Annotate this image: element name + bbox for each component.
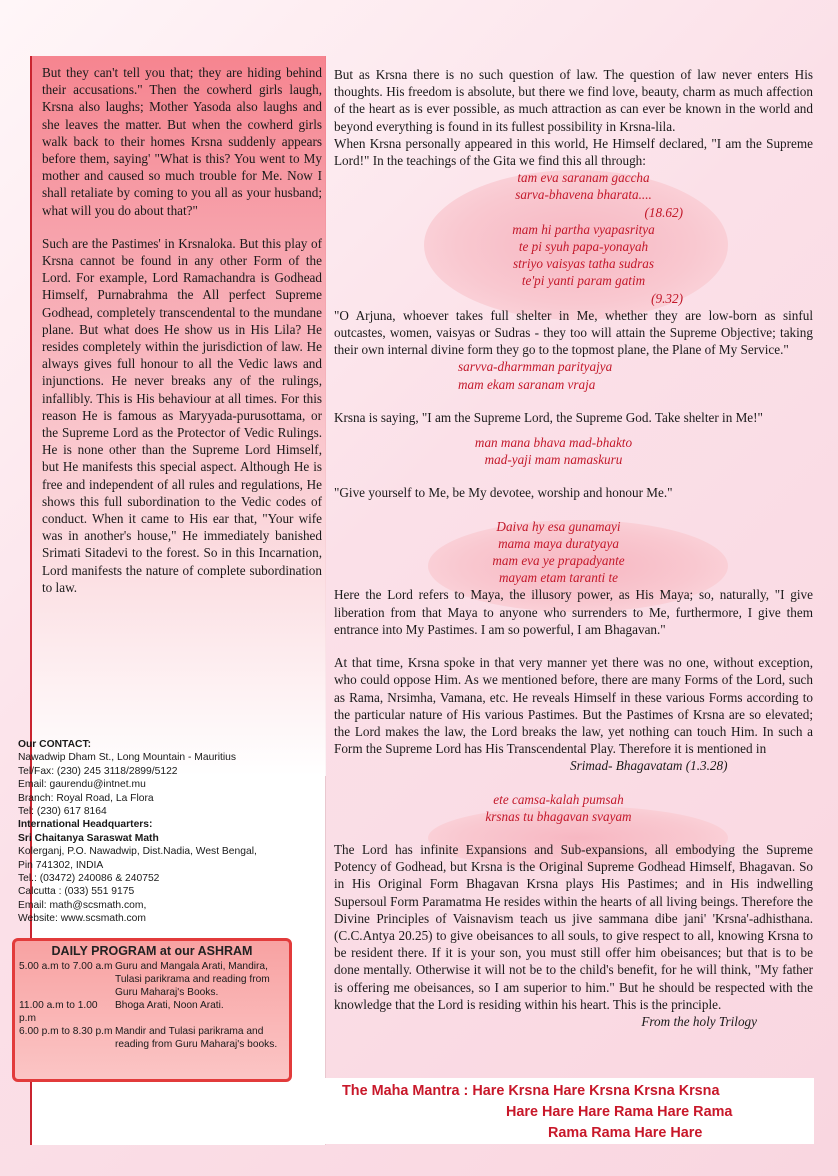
- gita-verse-3: [334, 434, 813, 468]
- verse-line: sarvva-dharmman parityajya: [458, 359, 613, 375]
- contact-line: Nawadwip Dham St., Long Mountain - Mauritius: [18, 752, 237, 764]
- hq-line: Calcutta : (033) 551 9175: [18, 886, 135, 898]
- program-time: 11.00 a.m to 1.00 p.m: [19, 1000, 98, 1024]
- maha-mantra-banner: [324, 1078, 814, 1144]
- gita-verse-4: [334, 518, 813, 587]
- program-row: [19, 960, 285, 999]
- verse-line: mama maya duratyaya: [498, 535, 619, 551]
- verse-line: mayam etam taranti te: [498, 570, 619, 586]
- program-row: [19, 999, 285, 1025]
- program-row: [19, 1025, 285, 1051]
- mantra-line-2: Hare Hare Hare Rama Hare Rama: [506, 1104, 733, 1120]
- contact-line: Email: gaurendu@intnet.mu: [18, 779, 146, 791]
- gita-verse-2: [334, 358, 813, 392]
- gita-verse-1: [334, 169, 813, 307]
- verse-line: Daiva hy esa gunamayi: [496, 518, 621, 534]
- verse-line: te'pi yanti param gatim: [521, 273, 646, 289]
- right-column: [334, 66, 813, 1030]
- left-story: [42, 64, 322, 612]
- contact-line: Branch: Royal Road, La Flora: [18, 792, 154, 804]
- verse-line: mad-yaji mam namaskuru: [484, 452, 623, 468]
- source-note: From the holy Trilogy: [641, 1013, 757, 1029]
- verse-line: ete camsa-kalah pumsah: [493, 791, 624, 807]
- right-paragraph-6: Here the Lord refers to Maya, the illusory power, as His Maya; so, naturally, "I give liberation from that Maya to anyone who surrenders to Me, furthermore, I give them entrance into My Pastimes. I am so powerful, I am Bhagavan.": [334, 587, 813, 637]
- contact-line: Tel/Fax: (230) 245 3118/2899/5122: [18, 765, 178, 777]
- mantra-line-3: Rama Rama Hare Hare: [548, 1125, 703, 1141]
- verse-line: te pi syuh papa-yonayah: [518, 239, 649, 255]
- right-paragraph-5: "Give yourself to Me, be My devotee, worship and honour Me.": [334, 485, 673, 501]
- verse-line: mam hi partha vyapasritya: [512, 221, 655, 237]
- hq-line: Tel.: (03472) 240086 & 240752: [18, 873, 160, 885]
- verse-line: krsnas tu bhagavan svayam: [485, 808, 632, 824]
- contact-line: Tel: (230) 617 8164: [18, 806, 107, 818]
- right-paragraph-3: "O Arjuna, whoever takes full shelter in Me, whether they are low-born as sinful outcastes, women, vaisyas or Sudras - they too will attain the Supreme Objective; taking their own internal divine form they go to the topmost plane, the Plane of My Service.": [334, 307, 813, 358]
- verse-line: mam eva ye prapadyante: [492, 553, 625, 569]
- bhagavatam-ref: Srimad- Bhagavatam (1.3.28): [570, 758, 728, 774]
- program-title: DAILY PROGRAM at our ASHRAM: [51, 944, 253, 958]
- right-paragraph-7: At that time, Krsna spoke in that very manner yet there was no one, without exception, who could oppose Him. As we mentioned before, there are many Forms of the Lord, such as Rama, Nrsimha, Vamana, etc. He reveals Himself in these various Forms according to the particular nature of His various Pastimes. But the Pastimes of Krsna are so elevated; the Lord makes the law, the Lord breaks the law, yet nothing can touch Him. In such a Form the Supreme Lord has His Transcendental Play. Therefore it is mentioned in: [334, 655, 813, 757]
- contact-heading: Our CONTACT:: [18, 739, 92, 750]
- contact-block: [18, 738, 288, 926]
- verse-line: striyo vaisyas tatha sudras: [512, 256, 655, 272]
- hq-line: Email: math@scsmath.com,: [18, 899, 147, 911]
- left-paragraph-2: Such are the Pastimes' in Krsnaloka. But this play of Krsna cannot be found in any other Form of the Lord. For example, Lord Ramachandra is Godhead Himself, Purnabrahma the All perfect Supreme Godhead, completely transcendental to the mundane plane. But what does He show us in His Lila? He resides completely within the jurisdiction of law. He always gives full honour to all the Vedic laws and injunctions. He never breaks any of the rulings, infallibly. This is His behaviour at all times. For this reason He is famous as Maryyada-purusottama, or the Supreme Lord as the Protector of Vedic Rulings. He is none other than the Supreme Lord Himself, but He manifests this special aspect. Although He is free and independent of all rules and regulations, He shows this full subordination to the Vedic codes of conduct. When it came to His ear that, "Your wife was in another's house," He immediately banished Srimati Sitadevi to the forest. So in this Incarnation, Lord manifests the nature of complete subordination to law.: [42, 235, 322, 595]
- hq-line: Kolerganj, P.O. Nawadwip, Dist.Nadia, West Bengal,: [18, 846, 257, 858]
- hq-name: Sri Chaitanya Saraswat Math: [18, 832, 159, 844]
- verse-line: man mana bhava mad-bhakto: [474, 435, 633, 451]
- program-desc: Mandir and Tulasi parikrama and reading from Guru Maharaj's books.: [115, 1026, 278, 1050]
- hq-line: Website: www.scsmath.com: [18, 913, 146, 925]
- hq-heading: International Headquarters:: [18, 819, 153, 831]
- verse-ref: (9.32): [651, 290, 683, 306]
- right-paragraph-8: The Lord has infinite Expansions and Sub-expansions, all embodying the Supreme Potency of Godhead, but Krsna is the Original Supreme Godhead Himself, Bhagavan. So in His Original Form Bhagavan Krsna plays His Pastimes; and in His indwelling Supersoul Form Paramatma He resides within the hearts of all living beings. Therefore the Divine Principles of Vaisnavism teach us jive sammana dibe jani' 'Krsna'-adhisthana.(C.C.Antya 20.25) to give obeisances to all souls, to give respect to all, knowing Krsna to be resident there. If it is your son, you must still offer him obeisances; but that is to be done mentally. Otherwise it will not be to the child's benefit, for he will think, "My father is offering me obeisances, so I am superior to him." But he should be respected with the knowledge that the Lord is residing within his heart. This is the principle.: [334, 841, 813, 1012]
- mantra-line-1: The Maha Mantra : Hare Krsna Hare Krsna Krsna Krsna: [342, 1083, 720, 1099]
- program-time: 5.00 a.m to 7.00 a.m: [19, 961, 113, 972]
- bhagavatam-verse: [334, 791, 813, 825]
- verse-line: mam ekam saranam vraja: [458, 376, 596, 392]
- program-desc: Bhoga Arati, Noon Arati.: [115, 1000, 224, 1011]
- verse-line: tam eva saranam gaccha: [517, 170, 650, 186]
- daily-program-box: [12, 938, 292, 1082]
- verse-ref: (18.62): [644, 204, 683, 220]
- hq-line: Pin 741302, INDIA: [18, 859, 104, 871]
- left-paragraph-1: But they can't tell you that; they are hiding behind their accusations." Then the cowherd girls laugh, Krsna also laughs; Mother Yasoda also laughs and she leaves the matter. But when the cowherd girls walk back to their homes Krsna suddenly appears before them, saying' "What is this? You went to My mother and caused so much trouble for Me. Now I shall retaliate by coming to you all as your husband; what will you do about that?": [42, 65, 322, 218]
- right-paragraph-1: But as Krsna there is no such question of law. The question of law never enters His thoughts. His freedom is absolute, but there we find love, beauty, charm as much affection of the heart as is ever possible, as much attraction as can ever be known in the world and beyond everything is found in its fullest possibility in Krsna-lila.: [334, 67, 813, 134]
- program-time: 6.00 p.m to 8.30 p.m: [19, 1026, 113, 1037]
- right-paragraph-2: When Krsna personally appeared in this world, He Himself declared, "I am the Supreme Lord!" In the teachings of the Gita we find this all through:: [334, 135, 813, 169]
- verse-line: sarva-bhavena bharata....: [515, 187, 652, 203]
- right-paragraph-4: Krsna is saying, "I am the Supreme Lord, the Supreme God. Take shelter in Me!": [334, 409, 763, 425]
- program-desc: Guru and Mangala Arati, Mandira, Tulasi parikrama and reading from Guru Maharaj's Books.: [115, 961, 270, 998]
